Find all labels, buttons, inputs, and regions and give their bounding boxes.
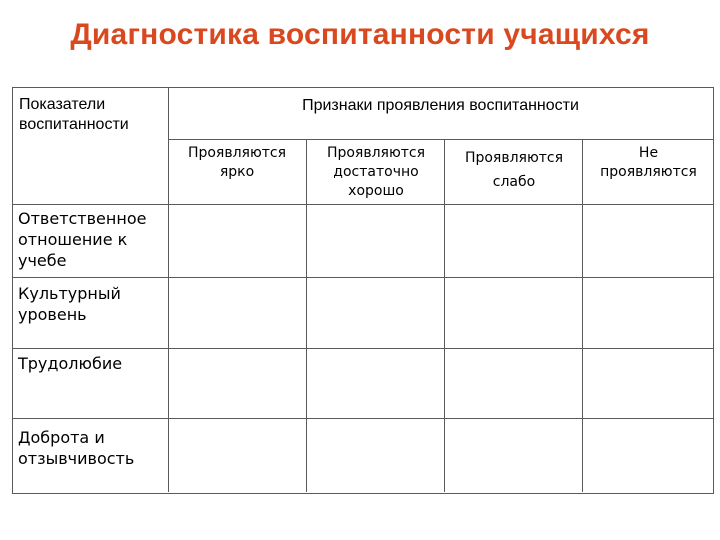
table-cell bbox=[307, 205, 444, 277]
table-cell bbox=[583, 349, 713, 418]
table-cell bbox=[169, 349, 306, 418]
column-header: Проявляются достаточно хорошо bbox=[326, 145, 426, 199]
table-cell bbox=[169, 419, 306, 492]
row-label: Трудолюбие bbox=[18, 354, 123, 373]
table-cell bbox=[307, 278, 444, 348]
table-cell bbox=[169, 278, 306, 348]
table-cell bbox=[445, 419, 582, 492]
diagnostic-table bbox=[12, 87, 714, 494]
row-label: Ответственное отношение к учебе bbox=[18, 209, 147, 270]
row-label: Культурный уровень bbox=[18, 284, 121, 324]
table-cell bbox=[169, 205, 306, 277]
page-title: Диагностика воспитанности учащихся bbox=[70, 18, 650, 51]
group-header: Признаки проявления воспитанности bbox=[302, 97, 579, 114]
table-cell bbox=[583, 278, 713, 348]
table-cell bbox=[445, 278, 582, 348]
table-cell bbox=[307, 349, 444, 418]
table-cell bbox=[307, 419, 444, 492]
table-divider-row-header bbox=[168, 139, 713, 140]
table-cell bbox=[445, 205, 582, 277]
table-cell bbox=[583, 419, 713, 492]
column-header: Не проявляются bbox=[600, 145, 697, 180]
table-cell bbox=[583, 205, 713, 277]
column-header: Проявляются слабо bbox=[464, 150, 564, 190]
table-cell bbox=[445, 349, 582, 418]
column-header: Проявляются ярко bbox=[187, 145, 287, 180]
row-label: Доброта и отзывчивость bbox=[18, 428, 135, 468]
corner-header: Показатели воспитанности bbox=[19, 96, 129, 133]
